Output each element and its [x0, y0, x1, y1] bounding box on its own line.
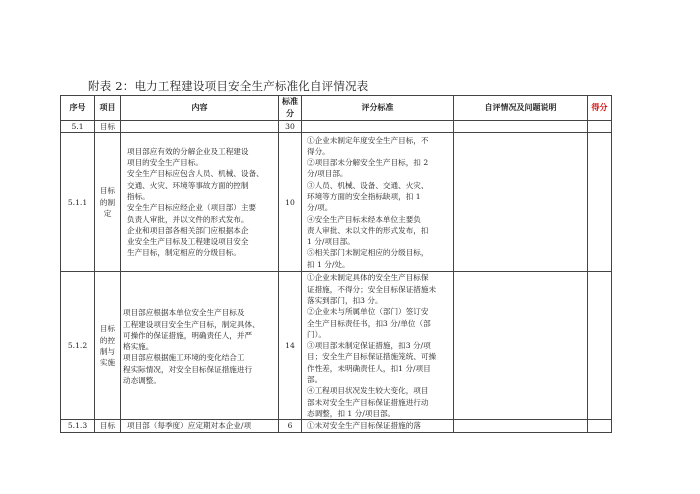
cell-std-score: 6: [279, 420, 302, 432]
cell-content: 项目部应有效的分解企业及工程建设 项目的安全生产目标。 安全生产目标应包含人员、机械、设备、 交通、火灾、环境等事故方面的控制 指标。 安全生产目标应经企业（项目部）主要 负责人审批，并以文件的形式发布。 企业和项目部各相关部门应根据本企 业安全生产目标及工程建设项目安全 生产目标，制定相应的分级目标。: [121, 133, 279, 272]
cell-criteria: [302, 121, 454, 133]
cell-std-score: 14: [279, 272, 302, 420]
cell-item: 目标: [95, 121, 121, 133]
cell-score: [588, 133, 612, 272]
cell-criteria: ①企业未制定具体的安全生产目标保 证措施，不得分；安全目标保证措施未 落实到部门，扣3 分。 ②企业未与所属单位（部门）签订安 全生产目标责任书，扣3 分/单位（部 门）。 ③项目部未制定保证措施，扣3 分/项 目；安全生产目标保证措施笼统、可操 作性差，未明确责任人，扣1 分/项目 部。 ④工程项目状况发生较大变化，项目 部未对安全生产目标保证措施进行动 态调整，扣 1 分/项目部。: [302, 272, 454, 420]
cell-item: 目标 的制 定: [95, 133, 121, 272]
cell-self-eval: [454, 272, 588, 420]
cell-criteria: ①未对安全生产目标保证措施的落: [302, 420, 454, 432]
col-header-self-eval: 自评情况及问题说明: [454, 96, 588, 121]
cell-std-score: 30: [279, 121, 302, 133]
cell-self-eval: [454, 121, 588, 133]
cell-seq: 5.1.3: [61, 420, 95, 432]
col-header-item: 项目: [95, 96, 121, 121]
table-row: [61, 272, 612, 420]
cell-seq: 5.1.2: [61, 272, 95, 420]
cell-content: 项目部（每季度）应定期对本企业/项: [121, 420, 279, 432]
cell-content: [121, 121, 279, 133]
cell-score: [588, 272, 612, 420]
col-header-seq: 序号: [61, 96, 95, 121]
col-header-std-score: 标准分: [279, 96, 302, 121]
col-header-content: 内容: [121, 96, 279, 121]
table-row: [61, 133, 612, 272]
cell-score: [588, 420, 612, 432]
cell-score: [588, 121, 612, 133]
cell-content: 项目部应根据本单位安全生产目标及 工程建设项目安全生产目标，制定具体、 可操作的保证措施，明确责任人，并严 格实施。 项目部应根据施工环境的变化结合工 程实际情况，对安全目标保证措施进行 动态调整。: [121, 272, 279, 420]
col-header-score: 得分: [588, 96, 612, 121]
table-caption: 附表 2：电力工程建设项目安全生产标准化自评情况表: [88, 79, 369, 93]
cell-seq: 5.1: [61, 121, 95, 133]
self-evaluation-table: [60, 95, 612, 433]
cell-criteria: ①企业未制定年度安全生产目标，不 得分。 ②项目部未分解安全生产目标，扣 2 分/项目部。 ③人员、机械、设备、交通、火灾、 环境等方面的安全指标缺项，扣 1 分/项。 ④安全生产目标未经本单位主要负 责人审批、未以文件的形式发布，扣 1 分/项目部。 ⑤相关部门未制定相应的分级目标， 扣 1 分/处。: [302, 133, 454, 272]
table-row: [61, 420, 612, 432]
header-row: [61, 96, 612, 121]
cell-self-eval: [454, 133, 588, 272]
table-row: [61, 121, 612, 133]
cell-seq: 5.1.1: [61, 133, 95, 272]
cell-item: 目标: [95, 420, 121, 432]
cell-std-score: 10: [279, 133, 302, 272]
cell-item: 目标 的控 制与 实施: [95, 272, 121, 420]
col-header-criteria: 评分标准: [302, 96, 454, 121]
cell-self-eval: [454, 420, 588, 432]
